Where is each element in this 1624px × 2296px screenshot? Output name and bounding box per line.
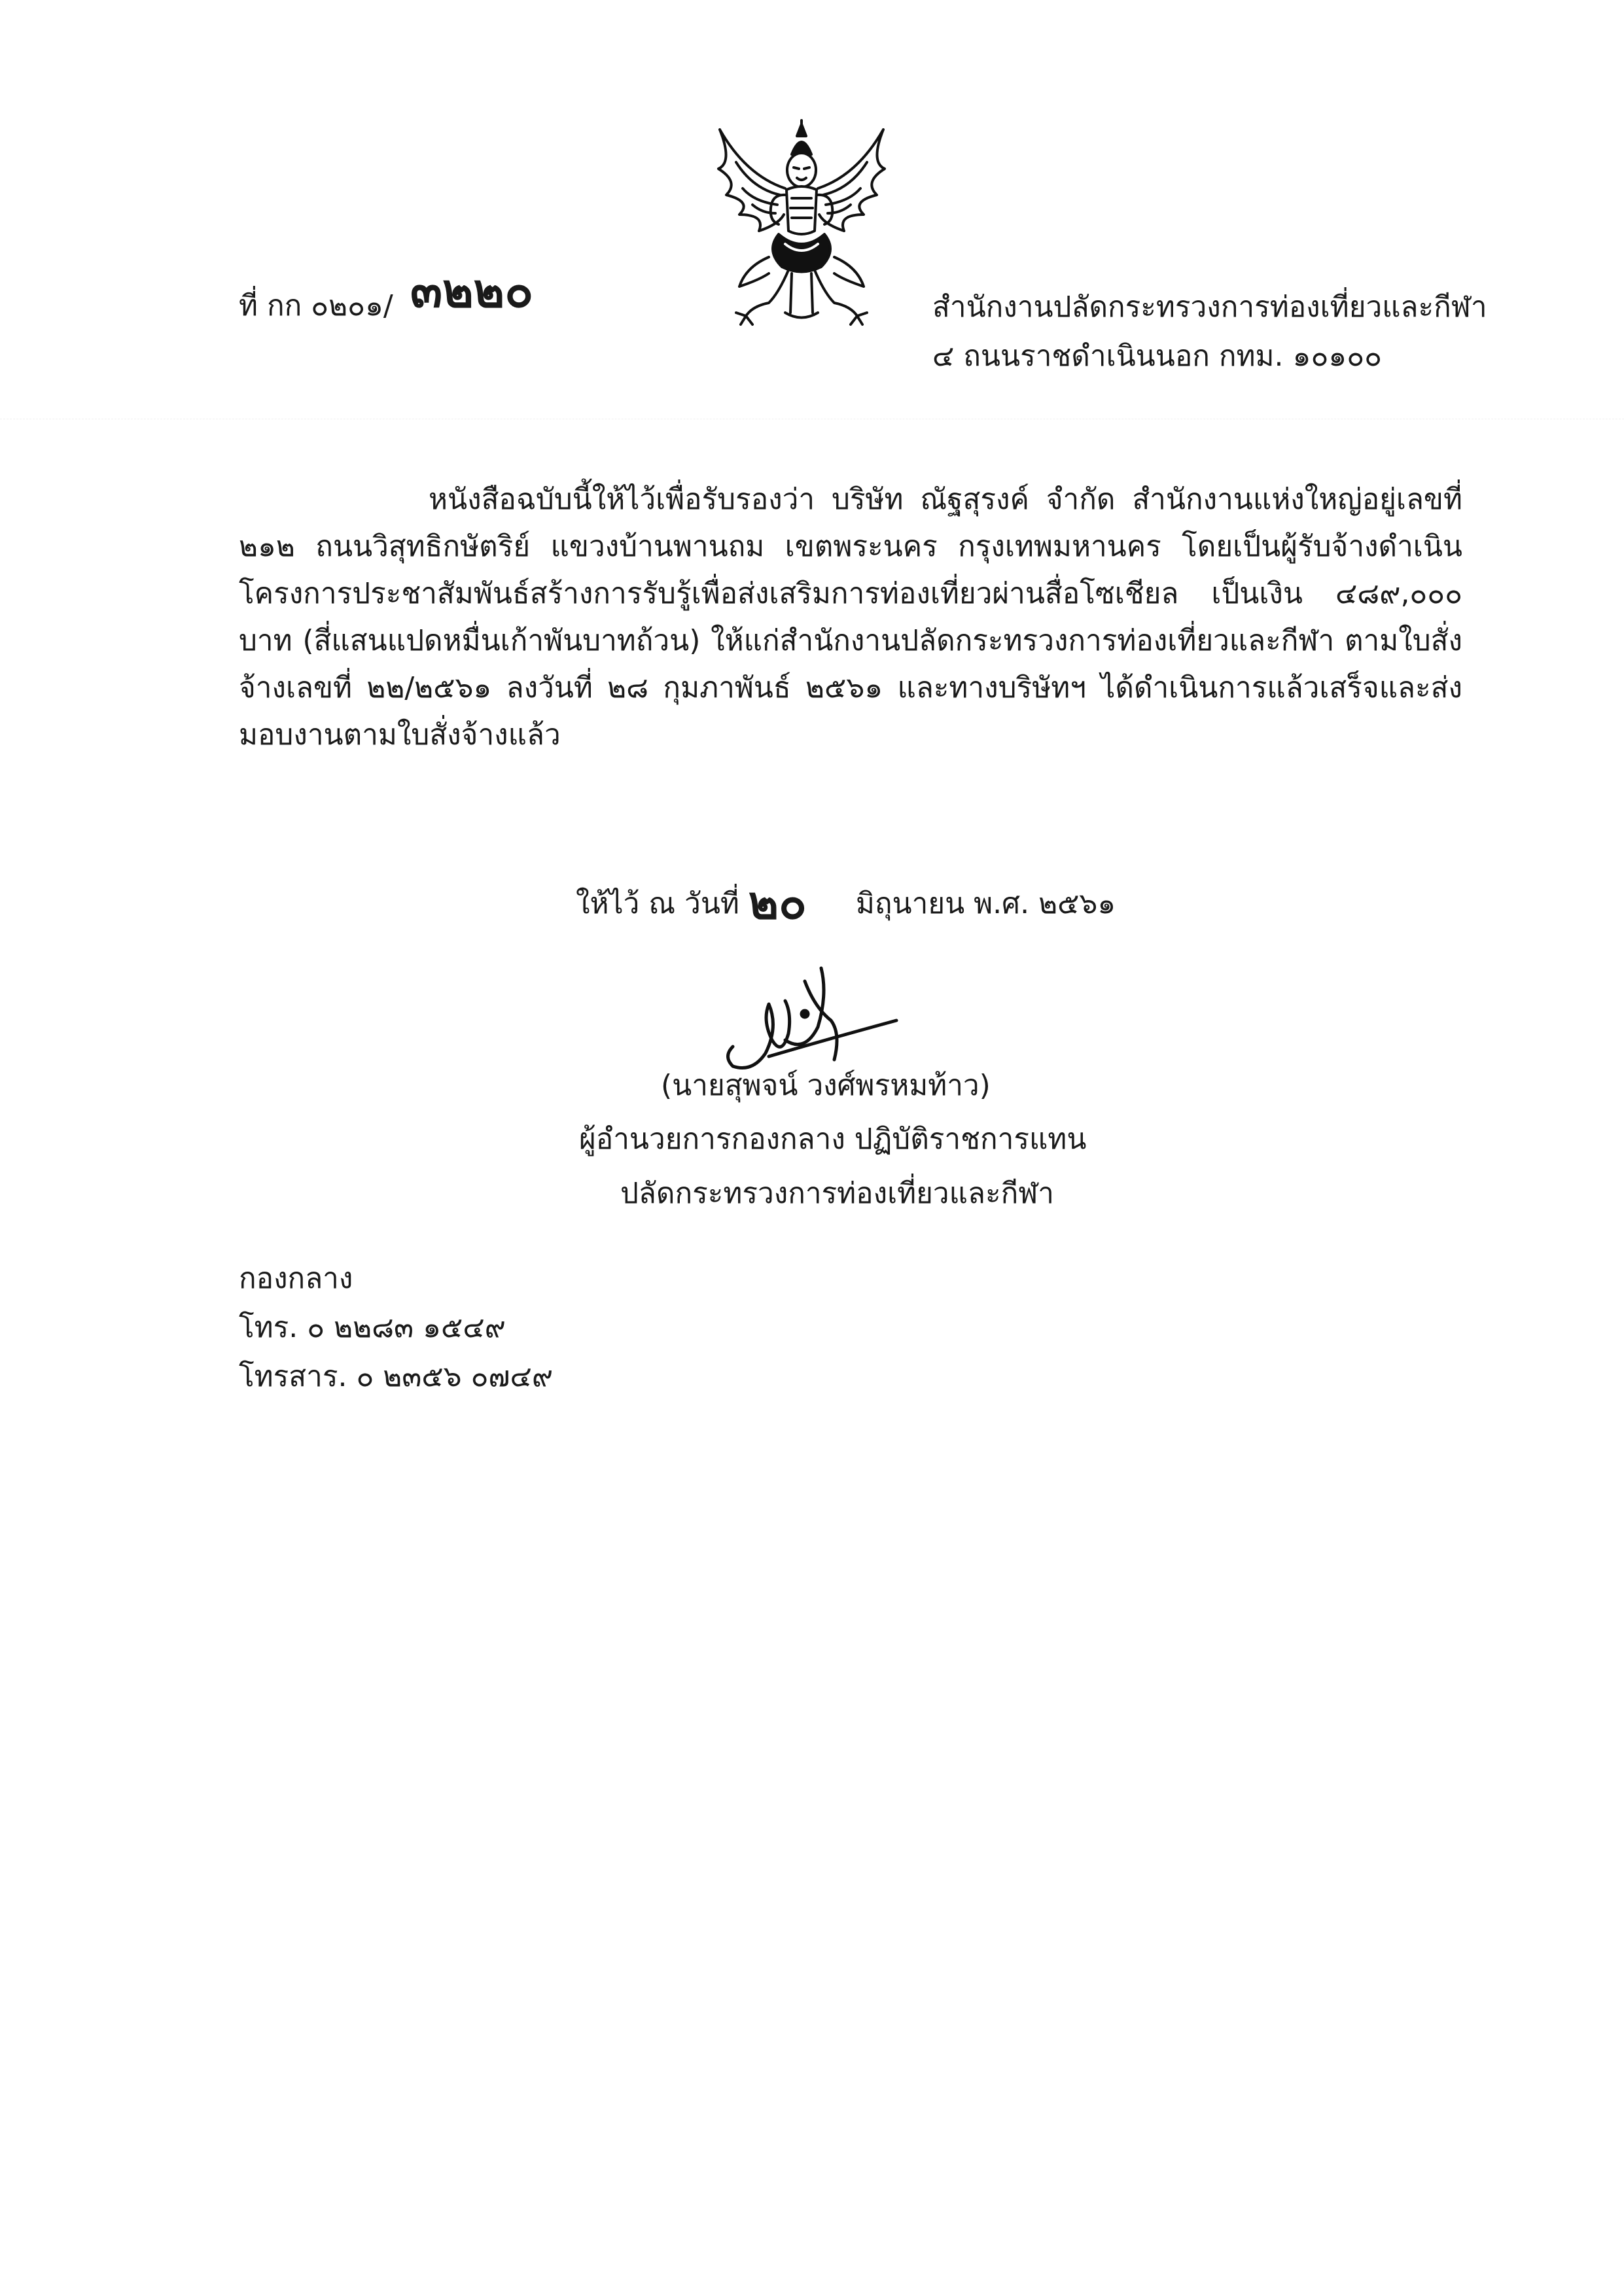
date-suffix: มิถุนายน พ.ศ. ๒๕๖๑ xyxy=(855,887,1116,920)
date-prefix: ให้ไว้ ณ วันที่ xyxy=(576,887,739,920)
certificate-body xyxy=(239,476,1462,759)
office-name: สำนักงานปลัดกระทรวงการท่องเที่ยวและกีฬา xyxy=(932,290,1487,324)
footer-fax: โทรสาร. ๐ ๒๓๕๖ ๐๗๔๙ xyxy=(239,1360,554,1393)
issue-date-line xyxy=(576,877,1116,929)
reference-number xyxy=(239,262,534,326)
footer-phone: โทร. ๐ ๒๒๘๓ ๑๕๔๙ xyxy=(239,1311,506,1344)
signatory-name: (นายสุพจน์ วงศ์พรหมท้าว) xyxy=(661,1069,991,1102)
reference-prefix: ที่ กก ๐๒๐๑/ xyxy=(239,289,393,322)
handwritten-signature xyxy=(707,942,903,1086)
garuda-emblem-icon xyxy=(707,116,896,352)
signatory-position: ผู้อำนวยการกองกลาง ปฏิบัติราชการแทน xyxy=(579,1122,1087,1156)
signatory-organization: ปลัดกระทรวงการท่องเที่ยวและกีฬา xyxy=(620,1177,1055,1210)
body-paragraph: หนังสือฉบับนี้ให้ไว้เพื่อรับรองว่า บริษัท ณัฐสุรงค์ จำกัด สำนักงานแห่งใหญ่อยู่เลขที่ ๒๑๒ ถนนวิสุทธิกษัตริย์ แขวงบ้านพานถม เขตพระนคร กรุงเทพมหานคร โดยเป็นผู้รับจ้างดำเนินโครงการประชาสัมพันธ์สร้างการรับรู้เพื่อส่งเสริมการท่องเที่ยวผ่านสื่อโซเชียล เป็นเงิน ๔๘๙,๐๐๐ บาท (สี่แสนแปดหมื่นเก้าพันบาทถ้วน) ให้แก่สำนักงานปลัดกระทรวงการท่องเที่ยวและกีฬา ตามใบสั่งจ้างเลขที่ ๒๒/๒๕๖๑ ลงวันที่ ๒๘ กุมภาพันธ์ ๒๕๖๑ และทางบริษัทฯ ได้ดำเนินการแล้วเสร็จและส่งมอบงานตามใบสั่งจ้างแล้ว xyxy=(239,483,1462,752)
footer-department: กองกลาง xyxy=(239,1262,353,1295)
reference-handwritten-number: ๓๒๒๐ xyxy=(410,262,534,318)
office-address: ๔ ถนนราชดำเนินนอก กทม. ๑๐๑๐๐ xyxy=(932,339,1382,373)
date-day-handwritten: ๒๐ xyxy=(748,875,807,930)
